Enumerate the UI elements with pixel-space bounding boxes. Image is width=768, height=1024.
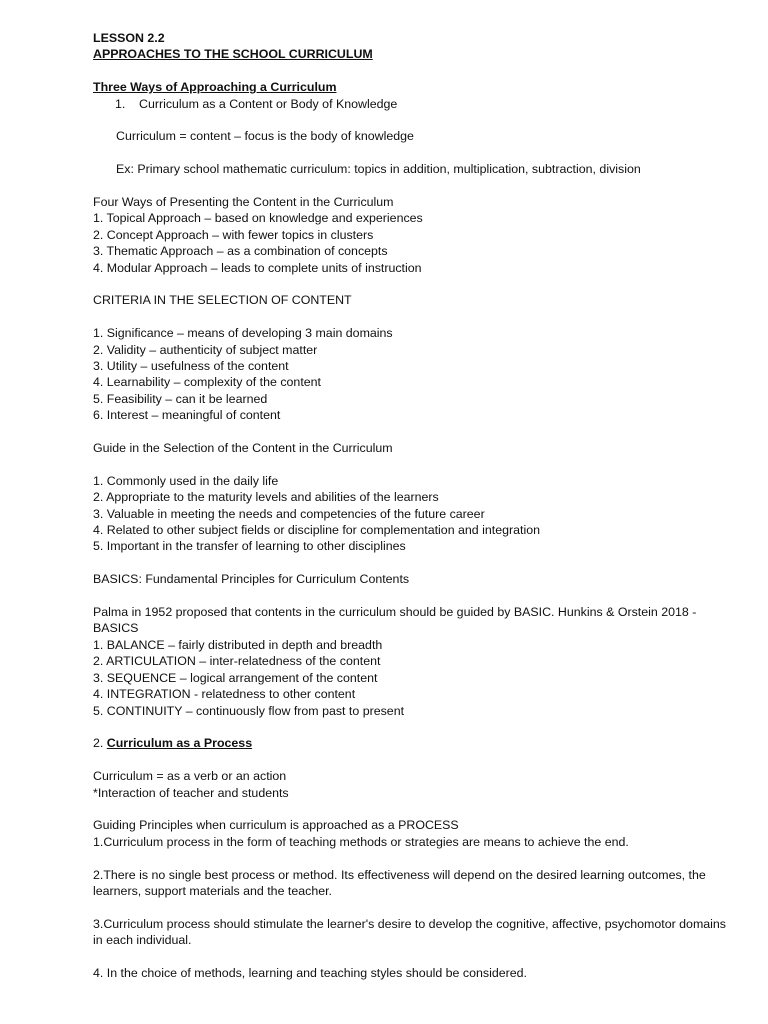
- list-item: 1. BALANCE – fairly distributed in depth and breadth: [93, 637, 383, 652]
- approach-item-content: [93, 96, 733, 112]
- list-item: 4. Learnability – complexity of the content: [93, 375, 321, 390]
- principles-heading: Guiding Principles when curriculum is approached as a PROCESS: [93, 818, 459, 833]
- list-item: 4. Related to other subject fields or discipline for complementation and integration: [93, 523, 541, 538]
- criteria-heading: CRITERIA IN THE SELECTION OF CONTENT: [93, 293, 352, 308]
- basics-heading: BASICS: Fundamental Principles for Curriculum Contents: [93, 572, 410, 587]
- content-definition: Curriculum = content – focus is the body of knowledge: [116, 129, 414, 144]
- document-page: [93, 30, 733, 981]
- list-item: 3. SEQUENCE – logical arrangement of the content: [93, 670, 378, 685]
- list-item: 4. Modular Approach – leads to complete units of instruction: [93, 260, 422, 275]
- section-heading: Three Ways of Approaching a Curriculum: [93, 80, 337, 95]
- process-definition: Curriculum = as a verb or an action: [93, 769, 287, 784]
- process-note: *Interaction of teacher and students: [93, 785, 289, 800]
- list-item: 3. Utility – usefulness of the content: [93, 359, 289, 374]
- content-example: Ex: Primary school mathematic curriculum: topics in addition, multiplication, subtraction, division: [116, 162, 641, 177]
- approach-item-text: Curriculum as a Content or Body of Knowledge: [139, 96, 398, 111]
- process-heading: [93, 735, 733, 751]
- lesson-label: LESSON 2.2: [93, 31, 165, 45]
- list-item: 5. CONTINUITY – continuously flow from past to present: [93, 703, 405, 718]
- list-item: 2. Appropriate to the maturity levels and abilities of the learners: [93, 490, 439, 505]
- process-number: 2.: [93, 736, 107, 751]
- list-item: 2. ARTICULATION – inter-relatedness of the content: [93, 654, 381, 669]
- basics-intro: Palma in 1952 proposed that contents in the curriculum should be guided by BASIC. Hunkins & Orstein 2018 - BASICS: [93, 605, 697, 636]
- guide-heading: Guide in the Selection of the Content in the Curriculum: [93, 441, 393, 456]
- list-item: 1. Significance – means of developing 3 main domains: [93, 326, 393, 341]
- list-item: 6. Interest – meaningful of content: [93, 408, 281, 423]
- principle-item: 4. In the choice of methods, learning and teaching styles should be considered.: [93, 965, 527, 980]
- list-item: 3. Valuable in meeting the needs and competencies of the future career: [93, 506, 485, 521]
- list-item: 4. INTEGRATION - relatedness to other content: [93, 687, 356, 702]
- list-item: 2. Validity – authenticity of subject matter: [93, 342, 318, 357]
- principle-item: 2.There is no single best process or method. Its effectiveness will depend on the desired learning outcomes, the learners, support materials and the teacher.: [93, 867, 706, 898]
- lesson-title: APPROACHES TO THE SCHOOL CURRICULUM: [93, 47, 373, 62]
- approach-item-number: 1.: [115, 96, 126, 111]
- list-item: 5. Feasibility – can it be learned: [93, 391, 268, 406]
- principle-item: 3.Curriculum process should stimulate the learner's desire to develop the cognitive, affective, psychomotor domains in each individual.: [93, 916, 726, 948]
- process-title: Curriculum as a Process: [106, 736, 253, 751]
- presenting-heading: Four Ways of Presenting the Content in the Curriculum: [93, 195, 394, 209]
- principle-item: 1.Curriculum process in the form of teaching methods or strategies are means to achieve the end.: [93, 834, 629, 849]
- list-item: 5. Important in the transfer of learning to other disciplines: [93, 539, 406, 554]
- list-item: 2. Concept Approach – with fewer topics in clusters: [93, 227, 374, 242]
- list-item: 3. Thematic Approach – as a combination of concepts: [93, 244, 388, 259]
- list-item: 1. Topical Approach – based on knowledge and experiences: [93, 211, 423, 226]
- list-item: 1. Commonly used in the daily life: [93, 473, 279, 488]
